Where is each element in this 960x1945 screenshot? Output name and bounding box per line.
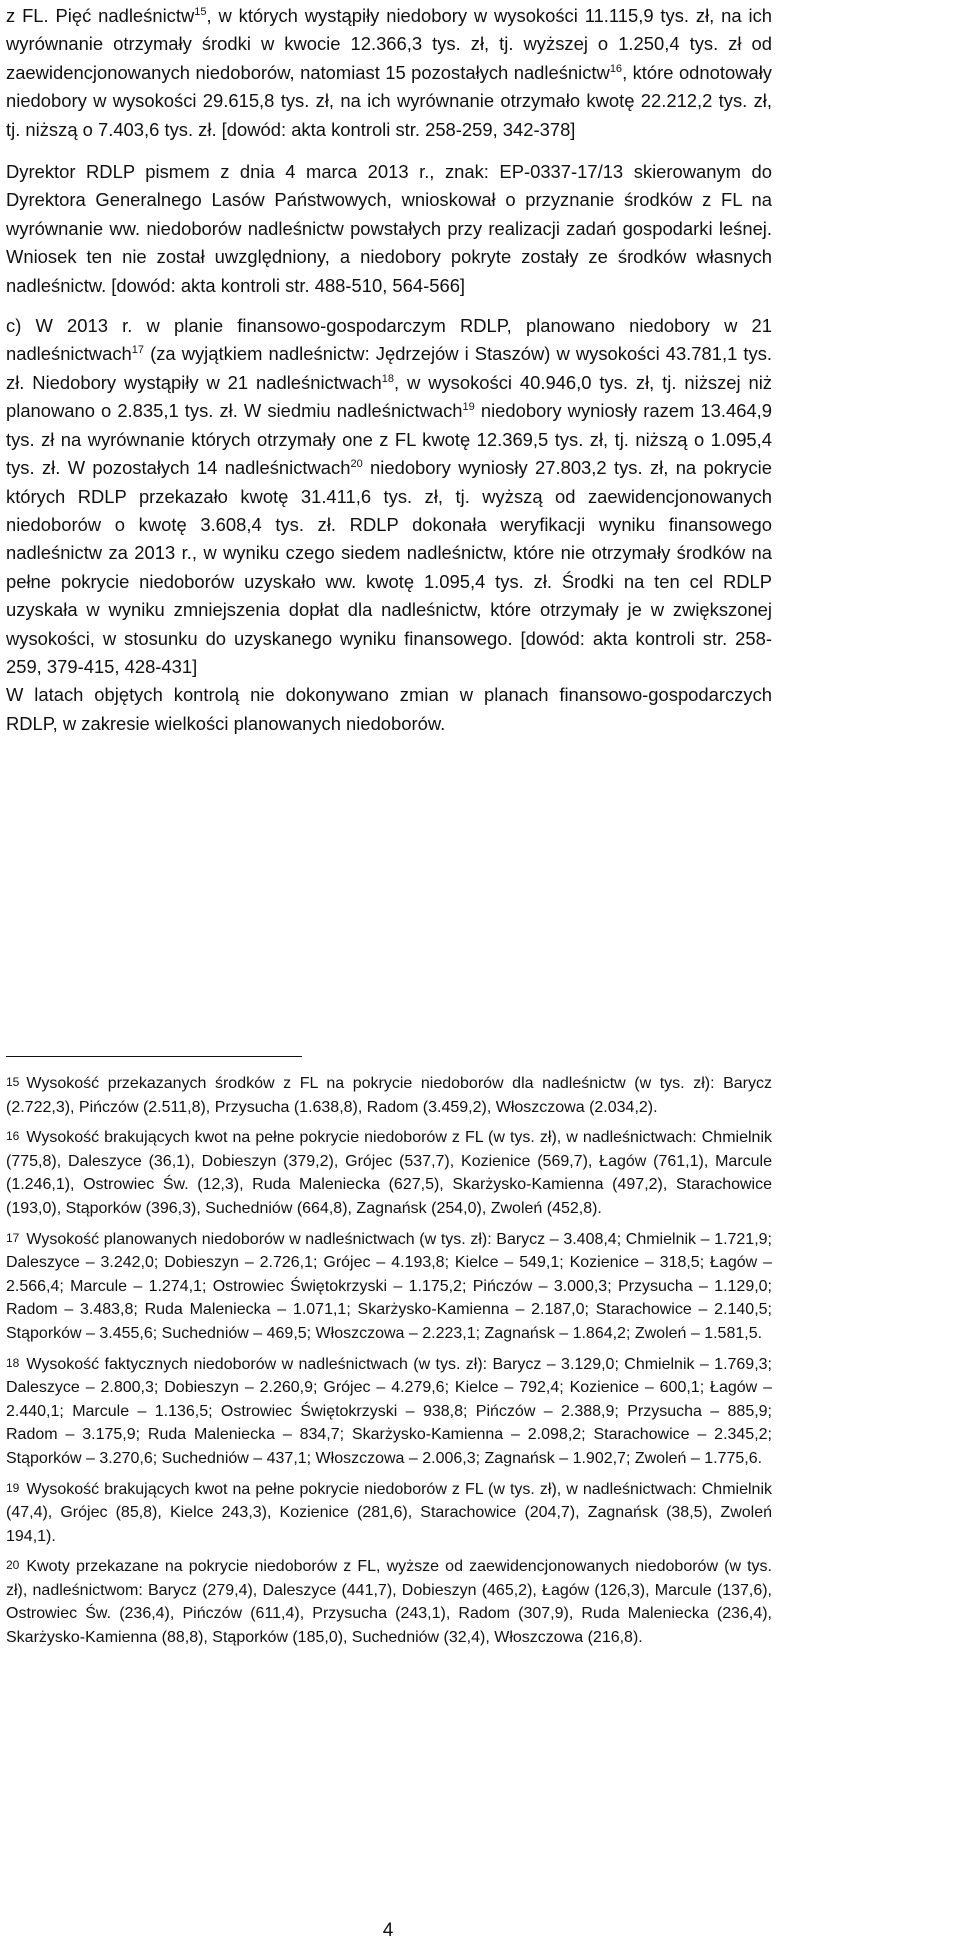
footnote-ref-16[interactable]: 16 xyxy=(609,62,623,75)
footnotes xyxy=(6,1072,772,1657)
footnote-text: Wysokość brakujących kwot na pełne pokrycie niedoborów z FL (w tys. zł), w nadleśnictwach: Chmielnik (47,4), Grójec (85,8), Kielce 243,3), Kozienice (281,6), Starachowice (204,7), Zagnańsk (38,5), Zwoleń 194,1). xyxy=(6,1480,772,1545)
footnote-number: 20 xyxy=(6,1558,20,1573)
footnote-text: Wysokość przekazanych środków z FL na pokrycie niedoborów dla nadleśnictw (w tys. zł): Barycz (2.722,3), Pińczów (2.511,8), Przysucha (1.638,8), Radom (3.459,2), Włoszczowa (2.034,2). xyxy=(6,1075,772,1116)
paragraph-no-plan-changes: W latach objętych kontrolą nie dokonywano zmian w planach finansowo-gospodarczych RDLP, w zakresie wielkości planowanych niedoborów. xyxy=(6,684,772,734)
footnote-ref-18[interactable]: 18 xyxy=(381,372,395,385)
main-text xyxy=(6,2,772,738)
paragraph-text: , w wysokości 40.946,0 tys. zł, tj. niższej niż planowano o 2.835,1 tys. zł. W siedmiu nadleśnictwach xyxy=(6,371,772,422)
footnote-ref-19[interactable]: 19 xyxy=(462,401,475,414)
page-number: 4 xyxy=(382,1920,394,1941)
footnote-number: 15 xyxy=(6,1075,20,1089)
paragraph-text: c) W 2013 r. w planie finansowo-gospodarczym RDLP, planowano niedobory w 21 nadleśnictwach xyxy=(6,315,772,365)
paragraph-text: , w których wystąpiły niedobory w wysokości 11.115,9 tys. zł, na ich wyrównanie otrzymały środki w kwocie 12.366,3 tys. zł, tj. wyższej o 1.250,4 tys. zł od zaewidencjonowanych niedoborów, natomiast 15 pozostałych nadleśnictw xyxy=(6,5,772,83)
footnote-17 xyxy=(6,1228,772,1346)
footnote-text: Kwoty przekazane na pokrycie niedoborów z FL, wyższe od zaewidencjonowanych niedoborów (w tys. zł), nadleśnictwom: Barycz (279,4), Daleszyce (441,7), Dobieszyn (465,2), Łagów (126,3), Marcule (137,6), Ostrowiec Św. (236,4), Pińczów (611,4), Przysucha (243,1), Radom (307,9), Ruda Maleniecka (236,4), Skarżysko-Kamienna (88,8), Stąporków (185,0), Suchedniów (32,4), Włoszczowa (216,8). xyxy=(6,1558,772,1647)
footnote-15 xyxy=(6,1072,772,1119)
footnote-number: 16 xyxy=(6,1129,20,1144)
footnote-text: Wysokość brakujących kwot na pełne pokrycie niedoborów z FL (w tys. zł), w nadleśnictwach: Chmielnik (775,8), Daleszyce (36,1), Dobieszyn (379,2), Grójec (537,7), Kozienice (569,7), Łagów (761,1), Marcule (1.246,1), Ostrowiec Św. (12,3), Ruda Maleniecka (627,5), Skarżysko-Kamienna (497,2), Starachowice (193,0), Stąporków (396,3), Suchedniów (664,8), Zagnańsk (254,0), Zwoleń (452,8). xyxy=(6,1129,772,1217)
footnote-ref-15[interactable]: 15 xyxy=(194,5,207,18)
footnote-ref-20[interactable]: 20 xyxy=(350,457,363,470)
footnote-20 xyxy=(6,1555,772,1649)
footnote-text: Wysokość planowanych niedoborów w nadleśnictwach (w tys. zł): Barycz – 3.408,4; Chmielnik – 1.721,9; Daleszyce – 3.242,0; Dobieszyn – 2.726,1; Grójec – 4.193,8; Kielce – 549,1; Kozienice – 318,5; Łagów – 2.566,4; Marcule – 1.274,1; Ostrowiec Świętokrzyski – 1.175,2; Pińczów – 3.000,3; Przysucha – 1.129,0; Radom – 3.483,8; Ruda Maleniecka – 1.071,1; Skarżysko-Kamienna – 2.187,0; Starachowice – 2.140,5; Stąporków – 3.455,6; Suchedniów – 469,5; Włoszczowa – 2.223,1; Zagnańsk – 1.864,2; Zwoleń – 1.581,5. xyxy=(6,1230,772,1342)
footnote-number: 19 xyxy=(6,1480,20,1495)
footnote-number: 17 xyxy=(6,1230,20,1245)
paragraph-text: (za wyjątkiem nadleśnictw: Jędrzejów i Staszów) w wysokości 43.781,1 tys. zł. Niedobory wystąpiły w 21 nadleśnictwach xyxy=(6,343,772,393)
paragraph-text: niedobory wyniosły razem 13.464,9 tys. zł na wyrównanie których otrzymały one z FL kwotę 12.369,5 tys. zł, tj. niższą o 1.095,4 tys. zł. W pozostałych 14 nadleśnictwach xyxy=(6,400,772,479)
paragraph-five-forest-districts xyxy=(6,2,772,144)
paragraph-text: z FL. Pięć nadleśnictw xyxy=(6,5,195,26)
footnote-separator xyxy=(6,1056,302,1057)
footnote-16 xyxy=(6,1126,772,1220)
footnote-number: 18 xyxy=(6,1355,20,1370)
footnote-ref-17[interactable]: 17 xyxy=(131,344,144,357)
footnote-text: Wysokość faktycznych niedoborów w nadleśnictwach (w tys. zł): Barycz – 3.129,0; Chmielnik – 1.769,3; Daleszyce – 2.800,3; Dobieszyn – 2.260,9; Grójec – 4.279,6; Kielce – 792,4; Kozienice – 600,1; Łagów – 2.440,1; Marcule – 1.136,5; Ostrowiec Świętokrzyski – 938,8; Pińczów – 2.388,9; Przysucha – 885,9; Radom – 3.175,9; Ruda Maleniecka – 834,7; Skarżysko-Kamienna – 2.098,2; Starachowice – 2.345,2; Stąporków – 3.270,6; Suchedniów – 437,1; Włoszczowa – 2.006,3; Zagnańsk – 1.902,7; Zwoleń – 1.775,6. xyxy=(6,1355,772,1467)
footnote-19 xyxy=(6,1478,772,1549)
paragraph-2013 xyxy=(6,312,772,681)
footnote-18 xyxy=(6,1353,772,1471)
paragraph-rdlp-director: Dyrektor RDLP pismem z dnia 4 marca 2013 r., znak: EP-0337-17/13 skierowanym do Dyrektora Generalnego Lasów Państwowych, wnioskował o przyznanie środków z FL na wyrównanie ww. niedoborów nadleśnictw powstałych przy realizacji zadań gospodarki leśnej. Wniosek ten nie został uwzględniony, a niedobory pokryte zostały ze środków własnych nadleśnictw. [dowód: akta kontroli str. 488-510, 564-566] xyxy=(6,161,772,296)
paragraph-text: niedobory wyniosły 27.803,2 tys. zł, na pokrycie których RDLP przekazało kwotę 31.411,6 tys. zł, tj. wyższą od zaewidencjonowanych niedoborów o kwotę 3.608,4 tys. zł. RDLP dokonała weryfikacji wyniku finansowego nadleśnictw za 2013 r., w wyniku czego siedem nadleśnictw, które nie otrzymały środków na pełne pokrycie niedoborów uzyskało ww. kwotę 1.095,4 tys. zł. Środki na ten cel RDLP uzyskała w wyniku zmniejszenia dopłat dla nadleśnictw, które otrzymały je w zwiększonej wysokości, w stosunku do uzyskanego wyniku finansowego. [dowód: akta kontroli str. 258-259, 379-415, 428-431] xyxy=(6,457,772,677)
paragraph-text: , które odnotowały niedobory w wysokości 29.615,8 tys. zł, na ich wyrównanie otrzymało kwotę 22.212,2 tys. zł, tj. niższą o 7.403,6 tys. zł. [dowód: akta kontroli str. 258-259, 342-378] xyxy=(6,61,772,140)
